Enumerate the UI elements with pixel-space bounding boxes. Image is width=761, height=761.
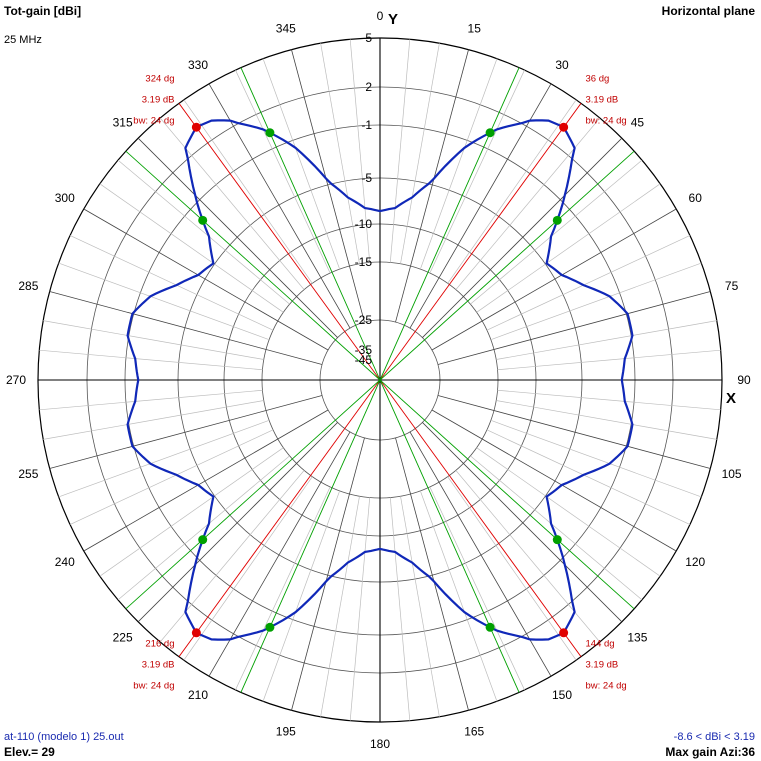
grid-spoke <box>70 235 273 330</box>
max-gain-annotation: 3.19 dB <box>585 94 619 106</box>
max-gain-dot <box>192 123 201 132</box>
max-gain-annotation: bw: 24 dg <box>585 680 627 692</box>
grid-spoke <box>59 263 269 340</box>
grid-spoke <box>430 70 525 273</box>
grid-spoke <box>263 491 340 701</box>
max-gain-annotation: 144 dg <box>585 638 615 650</box>
angle-tick-label: 150 <box>551 688 573 703</box>
grid-spoke <box>470 160 642 304</box>
angle-tick-label: 45 <box>630 115 645 130</box>
max-gain-annotation: 3.19 dB <box>141 94 175 106</box>
grid-spoke <box>430 487 525 690</box>
angle-tick-label: 60 <box>688 191 702 205</box>
grid-spoke <box>487 235 690 330</box>
grid-spoke <box>235 487 330 690</box>
angle-tick-label: 345 <box>275 21 296 36</box>
radial-tick-labels <box>355 31 373 367</box>
grid-spoke <box>235 70 330 273</box>
beamwidth-dot <box>265 623 274 632</box>
max-gain-dot <box>559 123 568 132</box>
file-name: at-110 (modelo 1) 25.out <box>4 731 124 743</box>
angle-tick-label: 105 <box>721 467 742 482</box>
angle-tick-label: 135 <box>627 630 648 645</box>
grid-spoke <box>491 420 701 497</box>
angle-tick-label: 0 <box>376 9 384 23</box>
angle-tick-label: 285 <box>18 278 39 293</box>
grid-spoke <box>70 430 273 525</box>
angle-tick-label: 180 <box>369 737 391 751</box>
max-gain-readout: Max gain Azi:36 <box>665 745 755 759</box>
grid-spoke <box>438 396 710 469</box>
radial-tick-label: 2 <box>365 80 372 94</box>
angle-tick-label: 270 <box>5 373 27 387</box>
grid-spoke <box>491 263 701 340</box>
beamwidth-dot <box>198 535 207 544</box>
radial-tick-label: -5 <box>361 171 372 185</box>
grid-spoke <box>420 491 497 701</box>
grid-spoke <box>456 470 600 642</box>
grid-spoke <box>50 396 322 469</box>
angle-tick-label: 300 <box>54 191 75 205</box>
grid-spoke <box>291 438 364 710</box>
grid-spoke <box>160 118 304 290</box>
beamwidth-dot <box>265 128 274 137</box>
x-axis-label: X <box>725 390 737 407</box>
radial-tick-label: -10 <box>354 217 372 231</box>
grid-spoke <box>396 438 469 710</box>
angle-tick-label: 120 <box>685 555 706 569</box>
angle-tick-label: 225 <box>112 630 133 645</box>
grid-spoke <box>263 59 340 269</box>
max-gain-annotation: 36 dg <box>585 73 610 85</box>
radial-tick-label: -15 <box>354 255 372 269</box>
grid-spoke <box>118 456 290 600</box>
beamwidth-dot <box>553 535 562 544</box>
gain-range-readout: -8.6 < dBi < 3.19 <box>673 731 755 743</box>
radial-tick-label: 5 <box>365 31 372 45</box>
max-gain-annotation: bw: 24 dg <box>133 680 175 692</box>
max-gain-dot <box>559 628 568 637</box>
angle-tick-label: 195 <box>275 724 296 739</box>
grid-spoke <box>487 430 690 525</box>
beamwidth-line <box>241 380 380 692</box>
elevation-readout: Elev.= 29 <box>4 745 55 759</box>
grid-spoke <box>50 291 322 364</box>
radial-tick-label: -1 <box>361 118 372 132</box>
beamwidth-dot <box>198 216 207 225</box>
angle-tick-label: 330 <box>187 57 209 72</box>
grid-spoke <box>438 291 710 364</box>
radial-tick-label: -45 <box>354 353 372 367</box>
grid-spoke <box>59 420 269 497</box>
y-axis-label: Y <box>387 11 399 28</box>
angle-tick-label: 75 <box>724 278 739 293</box>
grid-spoke <box>160 470 304 642</box>
grid-spoke <box>456 118 600 290</box>
radial-tick-label: -25 <box>354 313 372 327</box>
angle-tick-label: 90 <box>737 373 751 387</box>
beamwidth-dot <box>553 216 562 225</box>
max-gain-dot <box>192 628 201 637</box>
beamwidth-line <box>380 380 519 692</box>
radial-tick-label: -35 <box>354 343 372 357</box>
angle-tick-label: 210 <box>187 688 209 703</box>
plane-label: Horizontal plane <box>661 4 755 18</box>
grid-spoke <box>470 456 642 600</box>
grid-spoke <box>118 160 290 304</box>
max-gain-annotation: 3.19 dB <box>141 659 175 671</box>
frequency-label: 25 MHz <box>4 34 42 46</box>
quantity-label: Tot-gain [dBi] <box>4 4 82 18</box>
max-gain-annotation: 324 dg <box>145 73 175 85</box>
angle-tick-label: 240 <box>54 555 75 569</box>
angle-tick-label: 15 <box>467 21 481 36</box>
grid-spoke <box>420 59 497 269</box>
angle-tick-label: 30 <box>555 57 569 72</box>
max-gain-annotation: 216 dg <box>145 638 175 650</box>
beamwidth-dot <box>486 128 495 137</box>
angle-tick-label: 315 <box>112 115 133 130</box>
grid-spoke <box>396 50 469 322</box>
max-gain-annotation: bw: 24 dg <box>585 115 627 127</box>
beamwidth-dot <box>486 623 495 632</box>
max-gain-annotation: bw: 24 dg <box>133 115 175 127</box>
grid-spoke <box>291 50 364 322</box>
angle-tick-label: 255 <box>18 467 39 482</box>
beamwidth-line <box>380 68 519 380</box>
angle-tick-label: 165 <box>464 724 485 739</box>
max-gain-annotation: 3.19 dB <box>585 659 619 671</box>
